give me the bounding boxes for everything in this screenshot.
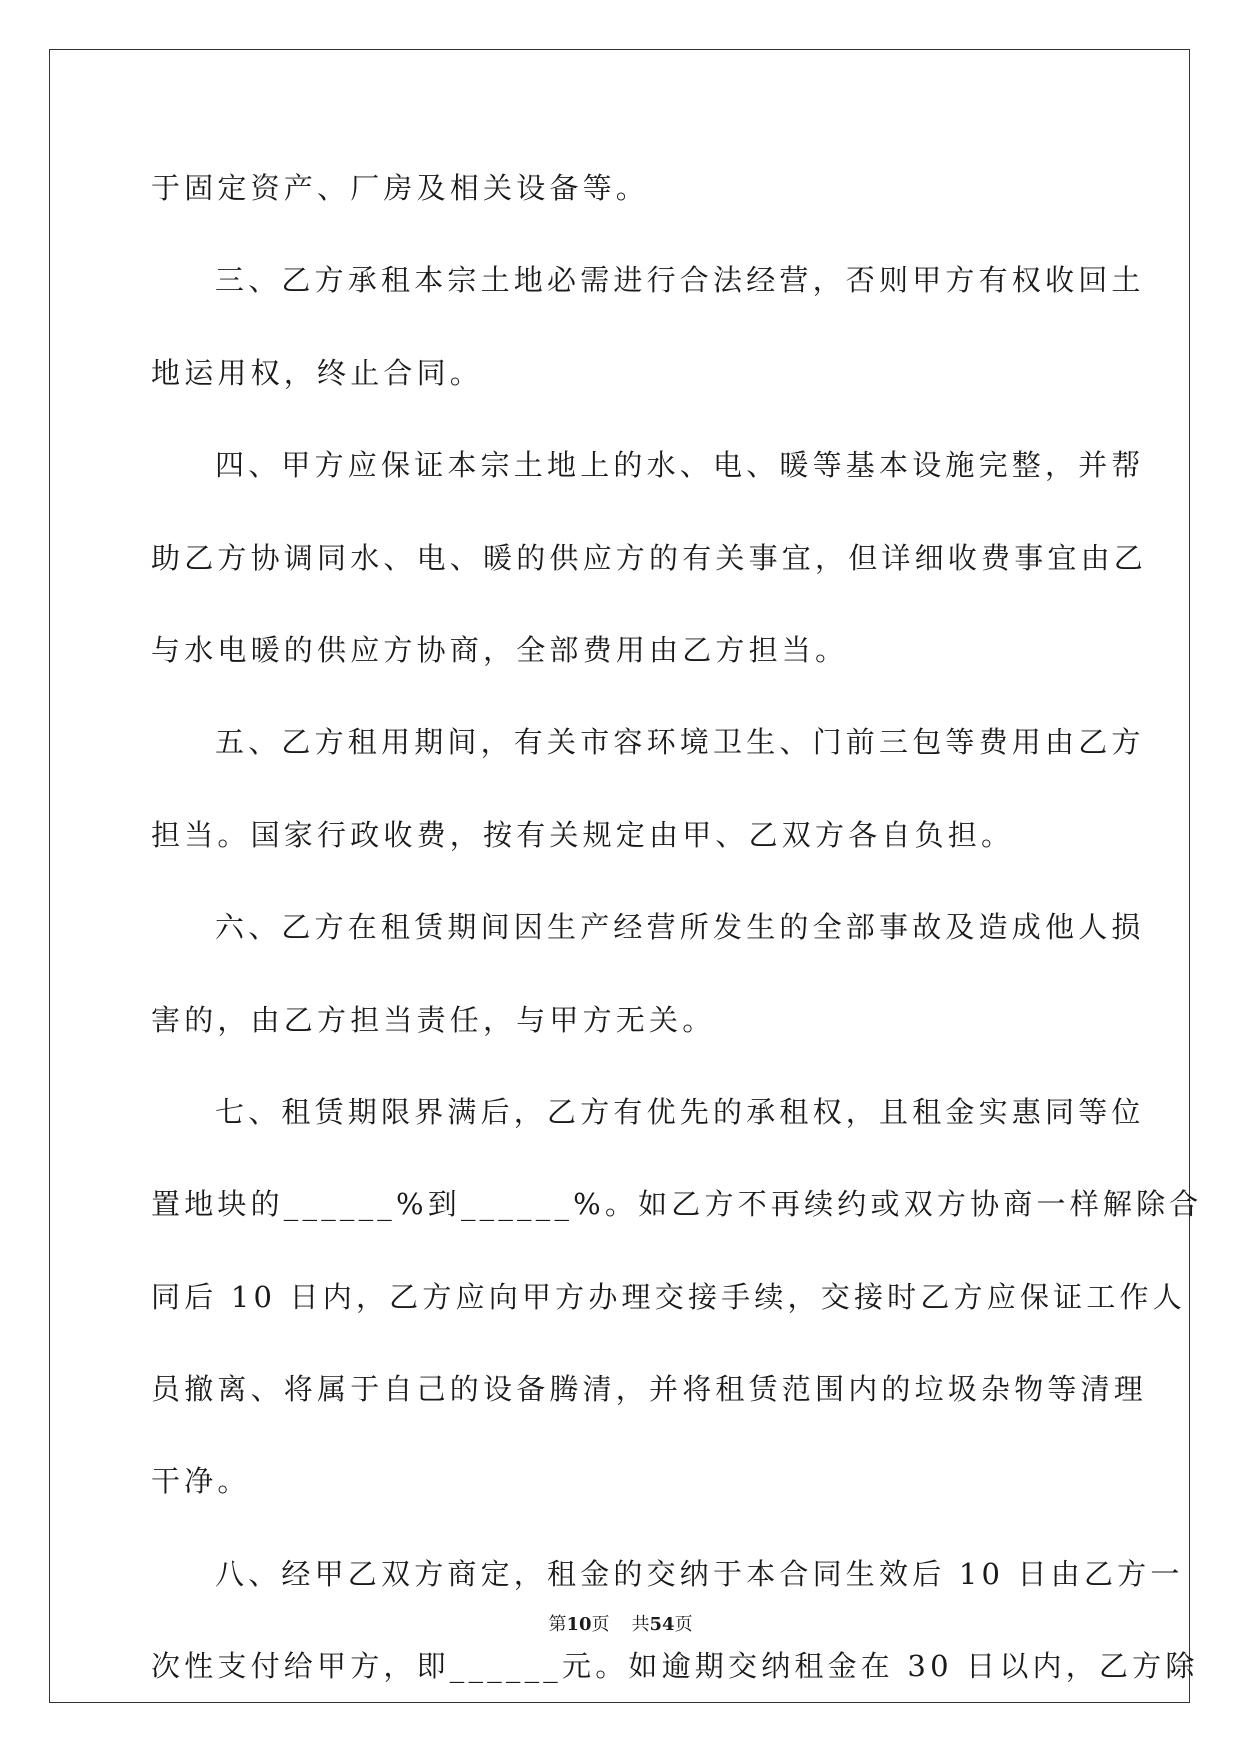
- paragraph-line: 六、乙方在租赁期间因生产经营所发生的全部事故及造成他人损: [215, 910, 1145, 945]
- paragraph-line: 地运用权，终止合同。: [151, 355, 484, 390]
- paragraph-line: 员撤离、将属于自己的设备腾清，并将租赁范围内的垃圾杂物等清理: [151, 1372, 1148, 1407]
- page-footer: [0, 1611, 1241, 1639]
- paragraph-line: 五、乙方租用期间，有关市容环境卫生、门前三包等费用由乙方: [215, 725, 1145, 760]
- paragraph-line: 七、租赁期限界满后，乙方有优先的承租权，且租金实惠同等位: [215, 1094, 1145, 1129]
- paragraph-line: 八、经甲乙双方商定，租金的交纳于本合同生效后 10 日由乙方一: [215, 1556, 1184, 1591]
- paragraph-line: 同后 10 日内，乙方应向甲方办理交接手续，交接时乙方应保证工作人: [151, 1279, 1186, 1314]
- document-body: [151, 158, 1203, 1729]
- paragraph-line: 与水电暖的供应方协商，全部费用由乙方担当。: [151, 632, 849, 667]
- paragraph-line: 助乙方协调同水、电、暖的供应方的有关事宜，但详细收费事宜由乙: [151, 540, 1148, 575]
- paragraph-line: 干净。: [151, 1464, 251, 1499]
- paragraph-line: 三、乙方承租本宗土地必需进行合法经营，否则甲方有权收回土: [215, 263, 1145, 298]
- paragraph-line: 于固定资产、厂房及相关设备等。: [151, 171, 650, 205]
- paragraph-line: 害的，由乙方担当责任，与甲方无关。: [151, 1002, 716, 1037]
- total-prefix: 共: [631, 1614, 650, 1635]
- paragraph-line: 次性支付给甲方，即______元。如逾期交纳租金在 30 日以内，乙方除: [151, 1649, 1199, 1684]
- paragraph-line: 置地块的______%到______%。如乙方不再续约或双方协商一样解除合: [151, 1187, 1203, 1222]
- page-unit: 页: [591, 1614, 610, 1635]
- paragraph-line: 担当。国家行政收费，按有关规定由甲、乙双方各自负担。: [151, 817, 1015, 852]
- total-page-count: 54: [649, 1614, 675, 1635]
- total-unit: 页: [674, 1614, 693, 1635]
- current-page-number: 10: [566, 1614, 592, 1635]
- paragraph-line: 四、甲方应保证本宗土地上的水、电、暖等基本设施完整，并帮: [215, 448, 1145, 483]
- page-prefix: 第: [548, 1614, 567, 1635]
